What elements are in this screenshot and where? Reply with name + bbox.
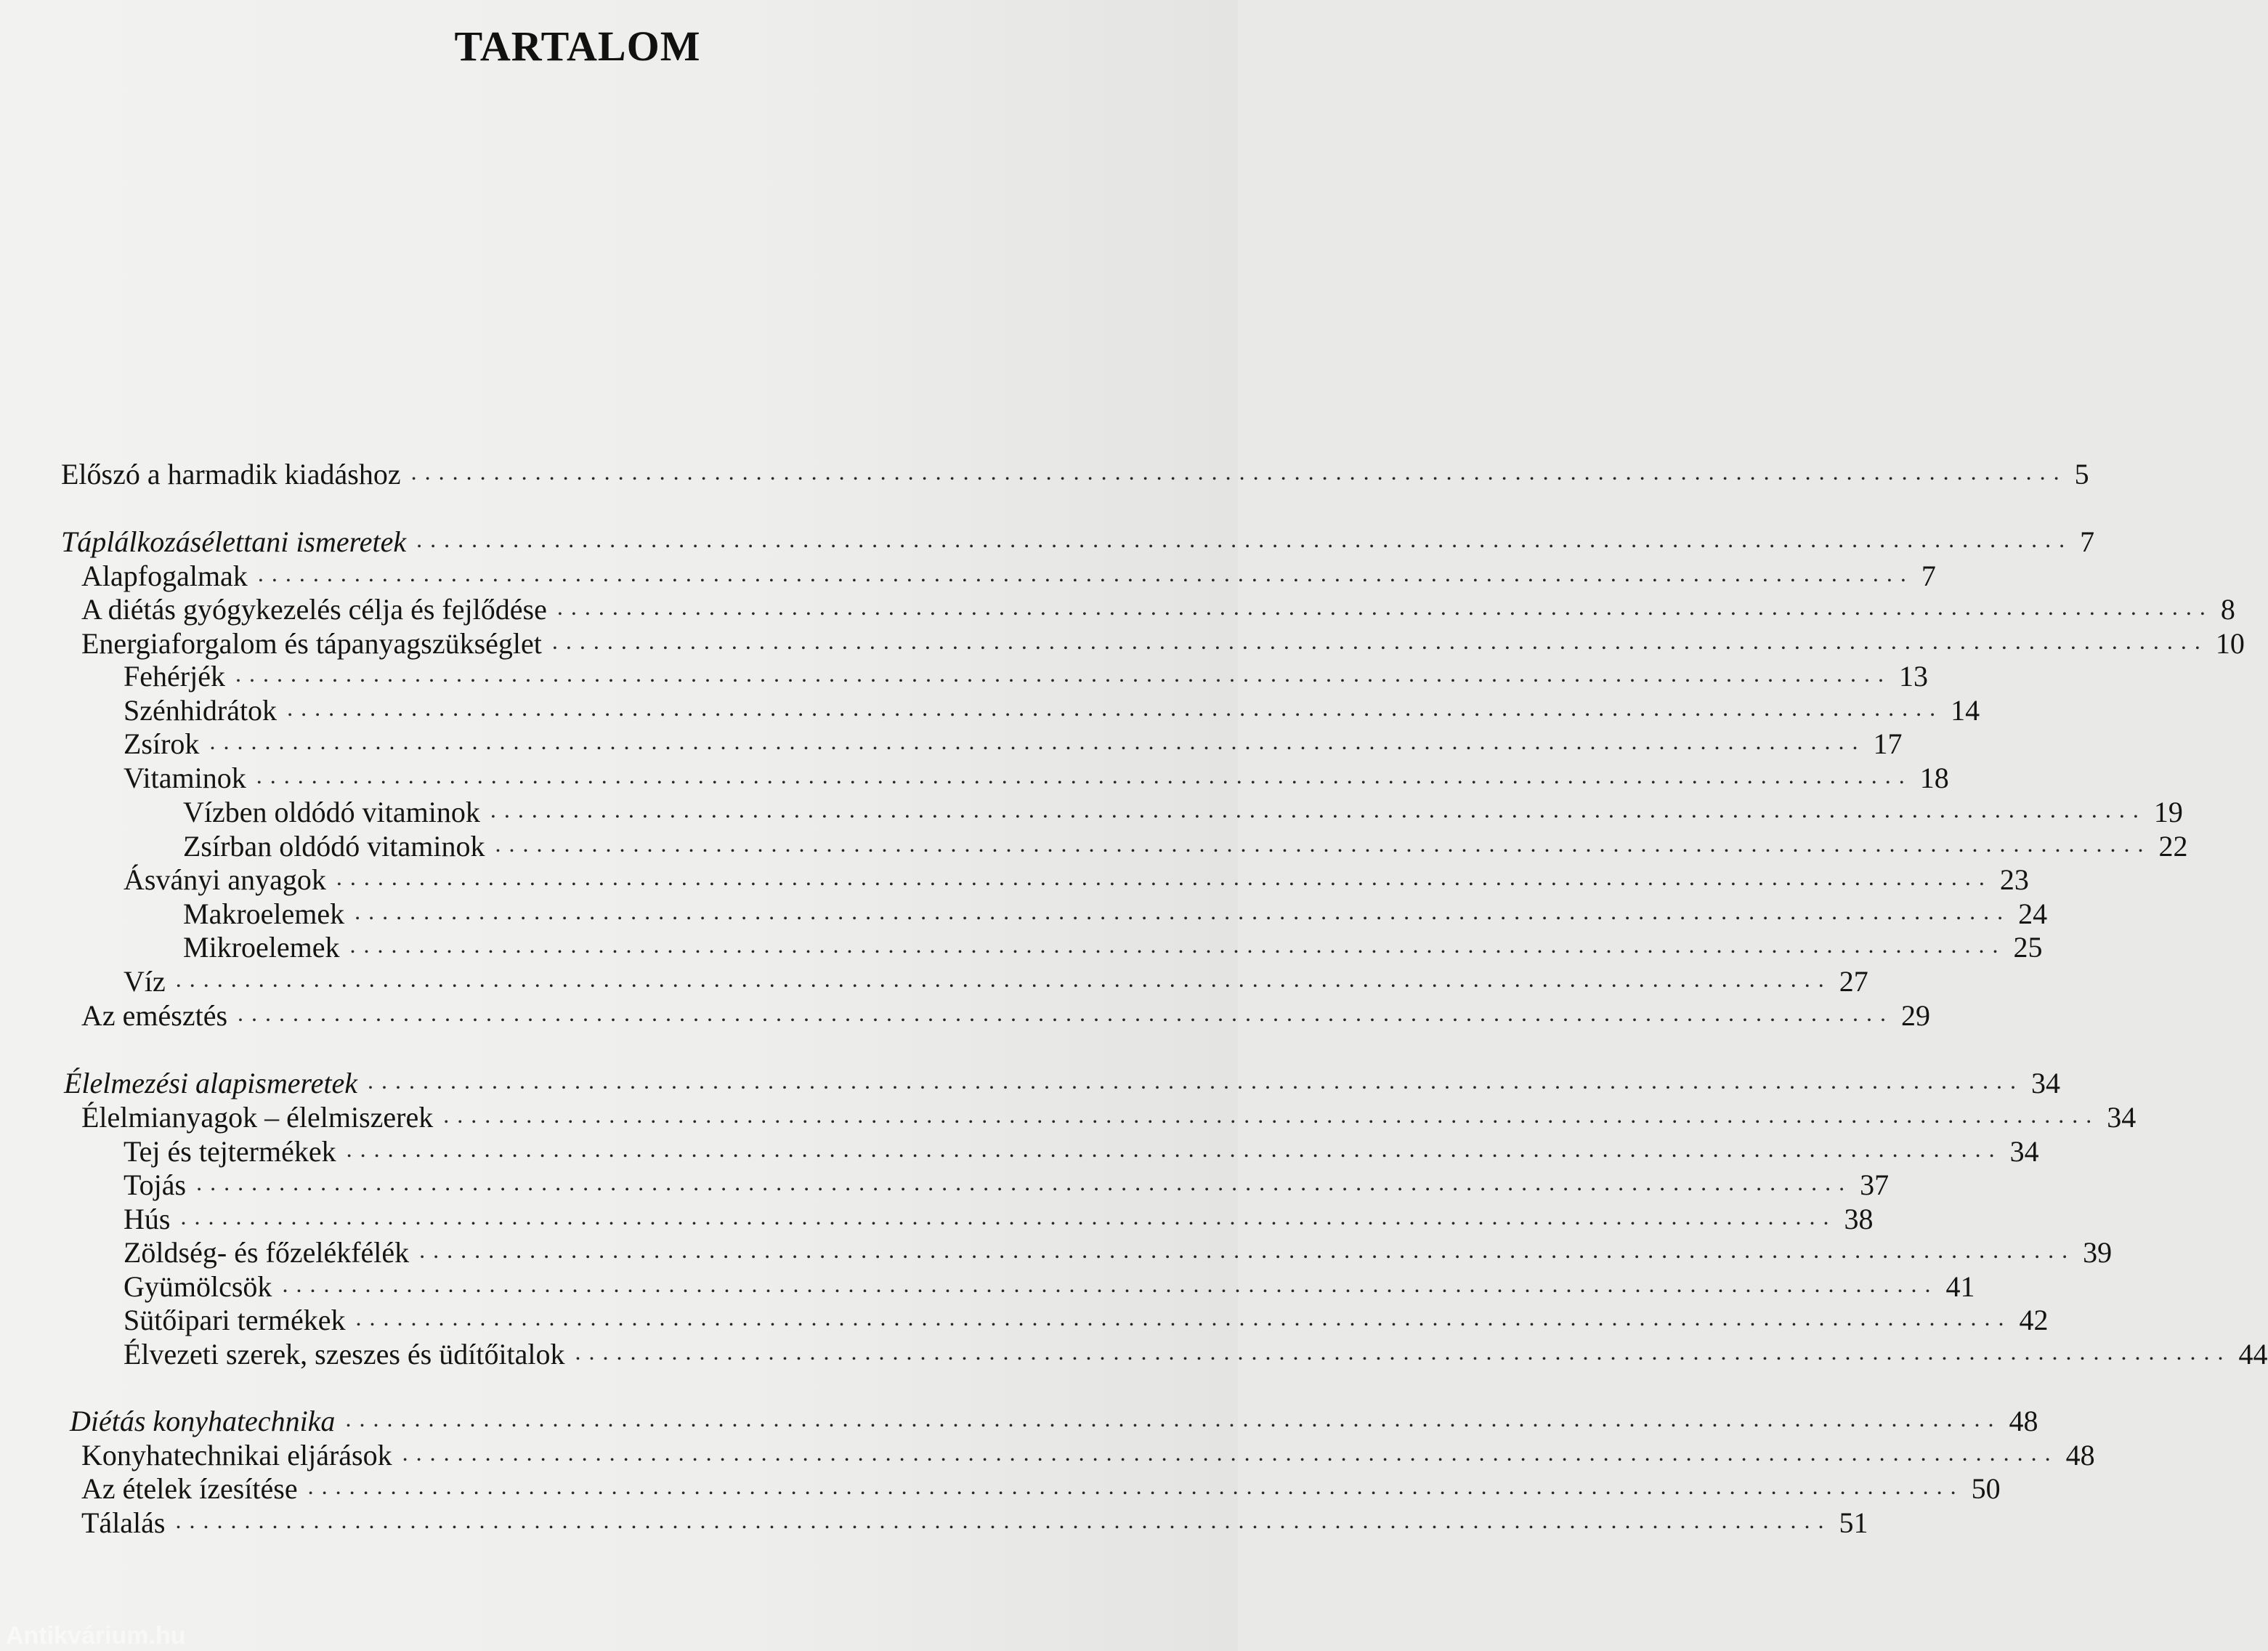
toc-leader-dots: ........................................................................................................................ — [257, 560, 1914, 586]
toc-leader-dots: ........................................................................................................................ — [235, 661, 1892, 687]
toc-entry-title: Alapfogalmak — [81, 560, 248, 592]
toc-entry-title: Diétás konyhatechnika — [70, 1405, 336, 1437]
toc-page-number: 27 — [1839, 965, 1868, 998]
toc-leader-dots: ........................................................................................................................ — [416, 526, 2073, 552]
toc-page-number: 39 — [2083, 1236, 2113, 1269]
toc-entry-title: Vitaminok — [123, 762, 246, 794]
toc-leader-dots: ........................................................................................................................ — [256, 762, 1913, 788]
toc-page-number: 48 — [2065, 1439, 2095, 1472]
watermark-text: Antikvárium.hu — [6, 1622, 186, 1650]
toc-leader-dots: ........................................................................................................................ — [556, 594, 2214, 620]
toc-entry — [81, 996, 1931, 1033]
toc-entry — [183, 895, 2048, 931]
toc-entry-title: Gyümölcsök — [123, 1270, 272, 1303]
toc-entry — [123, 1267, 1975, 1304]
toc-entry — [123, 962, 1868, 998]
toc-page-number: 23 — [1999, 863, 2029, 896]
toc-leader-dots: ........................................................................................................................ — [349, 932, 2006, 958]
toc-leader-dots: ........................................................................................................................ — [336, 864, 1993, 890]
toc-section-heading — [64, 1064, 2060, 1100]
toc-entry-title: Táplálkozásélettani ismeretek — [61, 525, 407, 558]
toc-entry-title: Makroelemek — [183, 897, 345, 930]
toc-entry-title: Fehérjék — [123, 660, 225, 693]
toc-entry — [81, 590, 2235, 626]
toc-leader-dots: ........................................................................................................................ — [287, 695, 1944, 721]
toc-entry — [123, 1233, 2113, 1269]
toc-entry-title: Víz — [123, 965, 166, 998]
toc-entry — [183, 793, 2183, 829]
toc-page-number: 34 — [2009, 1135, 2039, 1168]
toc-leader-dots: ........................................................................................................................ — [495, 831, 2152, 857]
toc-page-number: 10 — [2215, 627, 2245, 660]
toc-page-number: 42 — [2019, 1304, 2049, 1336]
toc-page-number: 41 — [1945, 1270, 1975, 1303]
toc-page-number: 13 — [1898, 660, 1928, 693]
toc-entry — [123, 1132, 2039, 1168]
toc-leader-dots: ........................................................................................................................ — [196, 1169, 1853, 1195]
toc-entry — [81, 557, 1936, 593]
toc-page-number: 7 — [1921, 560, 1936, 592]
toc-page-number: 7 — [2080, 525, 2095, 558]
toc-page-number: 29 — [1901, 999, 1931, 1032]
toc-leader-dots: ........................................................................................................................ — [346, 1136, 2003, 1162]
toc-leader-dots: ........................................................................................................................ — [490, 796, 2147, 823]
toc-leader-dots: ........................................................................................................................ — [419, 1237, 2076, 1263]
toc-page-number: 50 — [1971, 1472, 2001, 1505]
toc-entry-title: Energiaforgalom és tápanyagszükséglet — [81, 627, 542, 660]
toc-entry-title: Hús — [123, 1203, 171, 1235]
toc-entry — [81, 624, 2245, 661]
toc-page-number: 5 — [2074, 458, 2089, 491]
toc-entry-title: A diétás gyógykezelés célja és fejlődése — [81, 593, 547, 626]
toc-entry — [123, 860, 2029, 897]
toc-page-number: 25 — [2013, 931, 2043, 964]
toc-entry — [123, 724, 1903, 761]
toc-leader-dots: ........................................................................................................................ — [345, 1405, 2002, 1432]
toc-entry-title: Előszó a harmadik kiadáshoz — [61, 458, 401, 491]
toc-page-number: 44 — [2238, 1338, 2268, 1371]
toc-page-number: 18 — [1919, 762, 1949, 794]
toc-entry-title: Zsírok — [123, 727, 200, 760]
toc-entry — [183, 928, 2043, 964]
toc-leader-dots: ........................................................................................................................ — [282, 1271, 1939, 1297]
toc-entry — [123, 1335, 2268, 1371]
toc-entry — [123, 691, 1980, 727]
toc-page-number: 48 — [2009, 1405, 2038, 1437]
toc-leader-dots: ........................................................................................................................ — [402, 1440, 2059, 1466]
toc-leader-dots: ........................................................................................................................ — [180, 1203, 1837, 1230]
toc-leader-dots: ........................................................................................................................ — [410, 459, 2067, 485]
toc-page-number: 17 — [1873, 727, 1903, 760]
toc-entry — [183, 827, 2188, 863]
toc-entry — [81, 1436, 2095, 1472]
toc-entry-title: Sütőipari termékek — [123, 1304, 346, 1336]
toc-entry — [123, 1301, 2049, 1337]
toc-page-number: 8 — [2220, 593, 2235, 626]
toc-leader-dots: ........................................................................................................................ — [355, 898, 2012, 924]
toc-page-number: 51 — [1839, 1506, 1868, 1539]
toc-entry — [61, 455, 2089, 491]
toc-entry — [81, 1469, 2001, 1506]
toc-page-number: 19 — [2153, 796, 2183, 828]
toc-entry — [123, 657, 1928, 693]
toc-leader-dots: ........................................................................................................................ — [175, 966, 1832, 992]
toc-entry — [81, 1503, 1868, 1540]
toc-entry-title: Élelmianyagok – élelmiszerek — [81, 1101, 434, 1134]
toc-entry-title: Tej és tejtermékek — [123, 1135, 336, 1168]
toc-page-number: 37 — [1860, 1168, 1890, 1201]
toc-section-heading — [61, 522, 2095, 559]
toc-entry-title: Szénhidrátok — [123, 694, 278, 727]
toc-entry — [123, 759, 1949, 795]
toc-entry — [81, 1098, 2137, 1134]
toc-entry-title: Ásványi anyagok — [123, 863, 326, 896]
toc-entry-title: Konyhatechnikai eljárások — [81, 1439, 392, 1472]
toc-leader-dots: ........................................................................................................................ — [367, 1067, 2024, 1094]
page-title: TARTALOM — [454, 23, 701, 70]
toc-page-number: 34 — [2030, 1067, 2060, 1099]
toc-entry-title: Élvezeti szerek, szeszes és üdítőitalok — [123, 1338, 565, 1371]
toc-leader-dots: ........................................................................................................................ — [443, 1102, 2100, 1128]
toc-leader-dots: ........................................................................................................................ — [551, 628, 2208, 654]
toc-entry-title: Vízben oldódó vitaminok — [183, 796, 480, 828]
toc-leader-dots: ........................................................................................................................ — [355, 1304, 2012, 1331]
toc-entry-title: Az emésztés — [81, 999, 228, 1032]
toc-leader-dots: ........................................................................................................................ — [175, 1507, 1832, 1533]
toc-entry-title: Tojás — [123, 1168, 187, 1201]
toc-page-number: 34 — [2107, 1101, 2137, 1134]
toc-entry-title: Mikroelemek — [183, 931, 340, 964]
toc-leader-dots: ........................................................................................................................ — [307, 1473, 1964, 1499]
toc-entry-title: Az ételek ízesítése — [81, 1472, 298, 1505]
toc-leader-dots: ........................................................................................................................ — [575, 1339, 2232, 1365]
toc-leader-dots: ........................................................................................................................ — [209, 728, 1866, 754]
toc-entry — [123, 1200, 1874, 1236]
toc-page-number: 14 — [1951, 694, 1980, 727]
toc-page-number: 22 — [2158, 830, 2188, 863]
toc-entry-title: Zsírban oldódó vitaminok — [183, 830, 485, 863]
toc-entry-title: Élelmezési alapismeretek — [64, 1067, 357, 1099]
toc-entry-title: Zöldség- és főzelékfélék — [123, 1236, 410, 1269]
toc-entry-title: Tálalás — [81, 1506, 166, 1539]
toc-page-number: 24 — [2018, 897, 2048, 930]
toc-entry — [123, 1166, 1890, 1202]
toc-page-number: 38 — [1844, 1203, 1874, 1235]
toc-section-heading — [70, 1402, 2038, 1438]
toc-leader-dots: ........................................................................................................................ — [238, 1000, 1895, 1026]
